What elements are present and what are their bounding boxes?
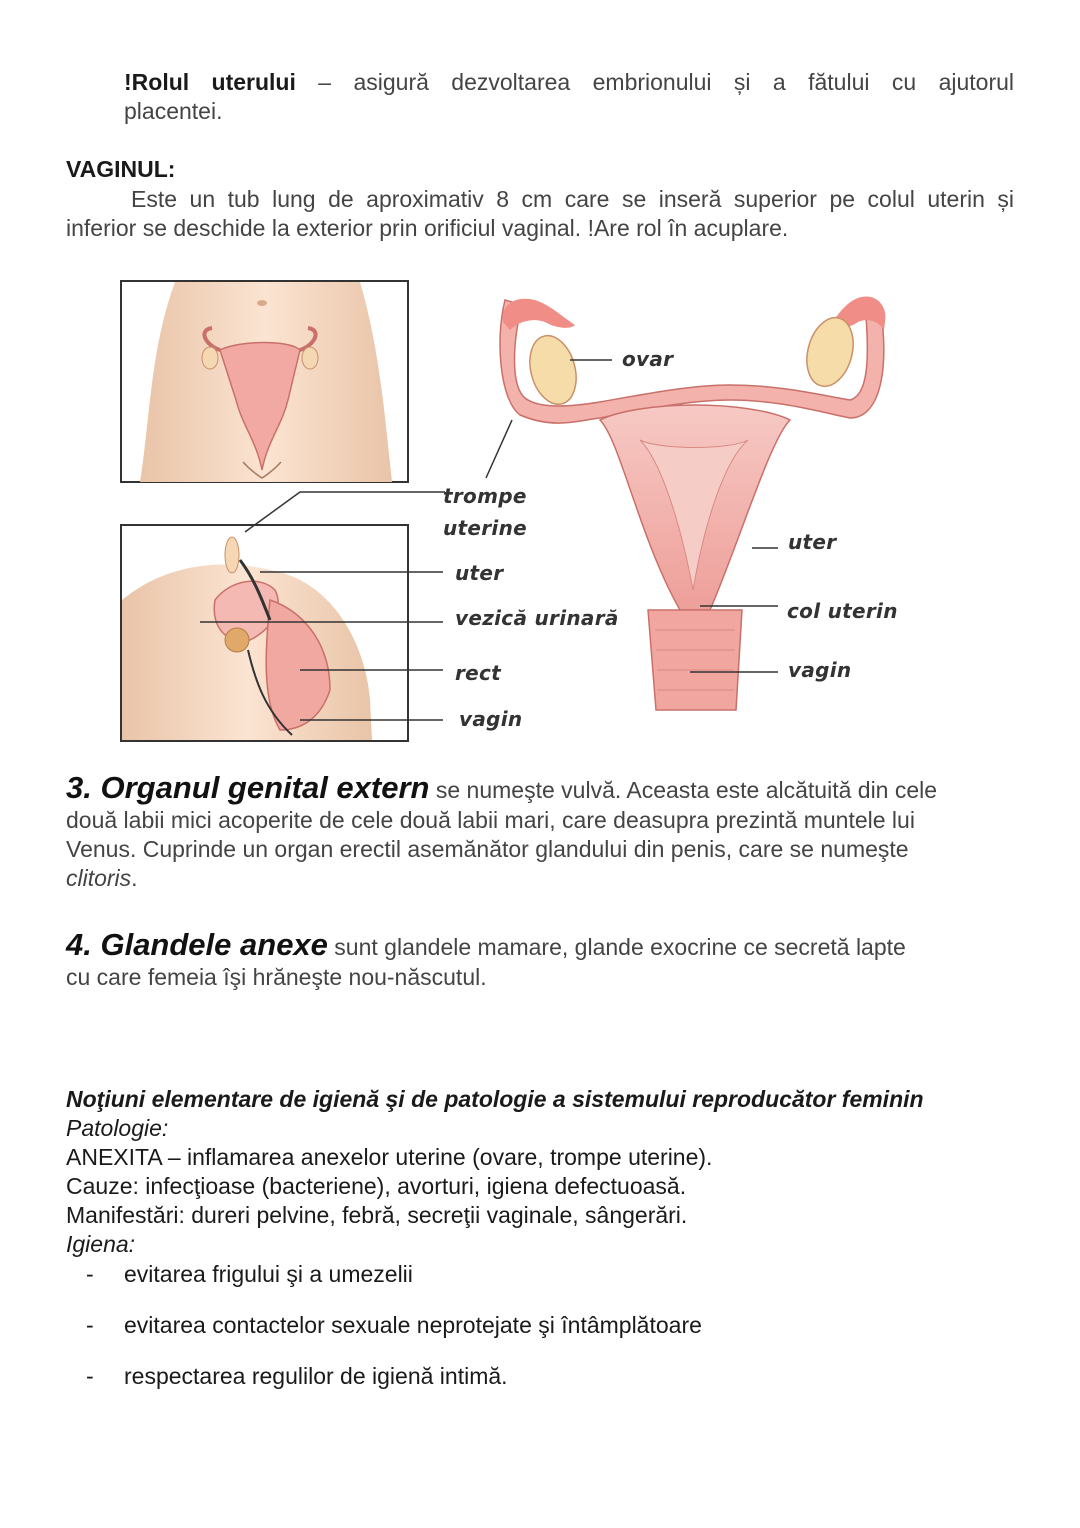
label-vagin-right: vagin [788,658,852,682]
label-ovar: ovar [622,347,674,371]
bullet-text: evitarea contactelor sexuale neprotejate şi întâmplătoare [124,1312,702,1338]
clitoris-term: clitoris [66,865,132,891]
external-organ-line4 [66,864,138,893]
side-body-illustration [121,525,408,741]
vagina-heading: VAGINUL: [66,156,176,182]
uterus-diagram [500,297,885,710]
uterus-role-title: !Rolul uterului [124,69,296,95]
bullet-text: evitarea frigului şi a umezelii [124,1261,413,1287]
external-organ-heading: 3. Organul genital extern [66,770,430,805]
bullet-marker: - [86,1261,94,1287]
bullet-marker: - [86,1363,94,1389]
label-uter-left: uter [455,561,504,585]
pathology-label: Patologie: [66,1115,169,1141]
bullet-text: respectarea regulilor de igienă intimă. [124,1363,508,1389]
hygiene-title: Noţiuni elementare de igienă şi de patologie a sistemului reproducător feminin [66,1086,924,1112]
external-organ-line1 [66,770,937,808]
causes-line: Cauze: infecţioase (bacteriene), avorturi, igiena defectuoasă. [66,1173,687,1199]
glands-line1 [66,927,906,965]
label-uterine: uterine [443,516,527,540]
glands-text1: sunt glandele mamare, glande exocrine ce secretă lapte [327,934,906,960]
hygiene-label: Igiena: [66,1231,136,1257]
external-organ-period: . [131,865,138,891]
label-vezica-urinara: vezică urinară [455,606,619,630]
label-trompe: trompe [443,484,527,508]
symptoms-line: Manifestări: dureri pelvine, febră, secreţii vaginale, sângerări. [66,1202,688,1228]
external-organ-line2: două labii mici acoperite de cele două labii mari, care deasupra prezintă muntele lui [66,807,915,833]
glands-heading: 4. Glandele anexe [66,927,328,962]
glands-line2: cu care femeia îşi hrăneşte nou-născutul. [66,964,487,990]
uterus-role-text: – asigură dezvoltarea embrionului și a fătului cu ajutorul [295,69,1015,95]
external-organ-line3: Venus. Cuprinde un organ erectil asemănător glandului din penis, care se numeşte [66,836,909,862]
vagina-line1: Este un tub lung de aproximativ 8 cm care se inseră superior pe colul uterin și [131,186,1014,212]
uterus-role-line2: placentei. [124,98,223,124]
front-body-illustration [121,281,408,482]
external-organ-text1: se numeşte vulvă. Aceasta este alcătuită din cele [429,777,938,803]
label-col-uterin: col uterin [787,599,898,623]
label-uter-right: uter [788,530,837,554]
label-rect: rect [455,661,502,685]
label-vagin-left: vagin [459,707,523,731]
anexita-line: ANEXITA – inflamarea anexelor uterine (ovare, trompe uterine). [66,1144,713,1170]
bullet-marker: - [86,1312,94,1338]
vagina-line2: inferior se deschide la exterior prin orificiul vaginal. !Are rol în acuplare. [66,215,789,241]
